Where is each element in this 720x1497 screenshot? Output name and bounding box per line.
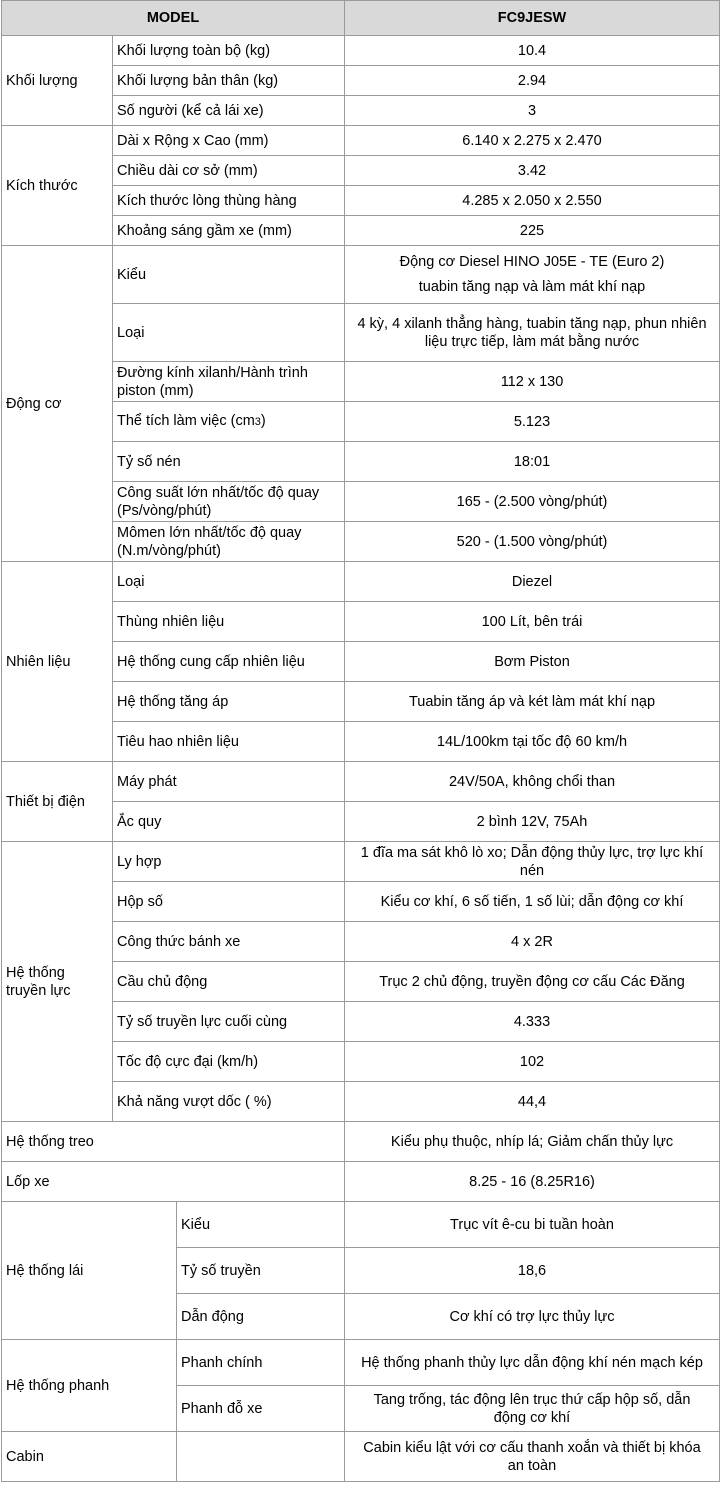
row-value: Kiểu cơ khí, 6 số tiến, 1 số lùi; dẫn động cơ khí (345, 882, 720, 922)
row-label: Tỷ số nén (113, 442, 345, 482)
row-value: Hệ thống phanh thủy lực dẫn động khí nén mạch kép (345, 1340, 720, 1386)
row-value: 165 - (2.500 vòng/phút) (345, 482, 720, 522)
spec-table (1, 0, 720, 1482)
table-row (2, 1162, 720, 1202)
value-line: động cơ khí (493, 1409, 571, 1426)
row-value: 100 Lít, bên trái (345, 602, 720, 642)
row-label: Kích thước lòng thùng hàng (113, 186, 345, 216)
group-label-line: Hệ thống (6, 964, 65, 981)
group-dong-co: Động cơ (2, 246, 113, 562)
row-value: 4.285 x 2.050 x 2.550 (345, 186, 720, 216)
row-value: Tuabin tăng áp và két làm mát khí nạp (345, 682, 720, 722)
row-value: Trục 2 chủ động, truyền động cơ cấu Các Đăng (345, 962, 720, 1002)
row-label (113, 522, 345, 562)
value-line: 4 kỳ, 4 xilanh thẳng hàng, tuabin tăng nạp, phun nhiên (357, 315, 707, 332)
row-label: Tỷ số truyền lực cuối cùng (113, 1002, 345, 1042)
header-row (2, 1, 720, 36)
row-label: Phanh chính (177, 1340, 345, 1386)
row-label: Ắc quy (113, 802, 345, 842)
row-label: Thùng nhiên liệu (113, 602, 345, 642)
group-kich-thuoc: Kích thước (2, 126, 113, 246)
value-line: Động cơ Diesel HINO J05E - TE (Euro 2) (399, 253, 665, 270)
table-row (2, 762, 720, 802)
table-row (2, 842, 720, 882)
row-label: Kiểu (113, 246, 345, 304)
label-line: (Ps/vòng/phút) (117, 502, 212, 519)
table-row (2, 36, 720, 66)
row-value: 18,6 (345, 1248, 720, 1294)
row-label: Tiêu hao nhiên liệu (113, 722, 345, 762)
row-label: Kiểu (177, 1202, 345, 1248)
row-label: Máy phát (113, 762, 345, 802)
row-value: 24V/50A, không chổi than (345, 762, 720, 802)
row-value: 10.4 (345, 36, 720, 66)
table-row (2, 562, 720, 602)
row-label: Tốc độ cực đại (km/h) (113, 1042, 345, 1082)
label-subscript: 3 (254, 416, 261, 428)
row-value: 2.94 (345, 66, 720, 96)
row-label: Tỷ số truyền (177, 1248, 345, 1294)
group-he-thong-phanh: Hệ thống phanh (2, 1340, 177, 1432)
row-label: Chiều dài cơ sở (mm) (113, 156, 345, 186)
table-row (2, 246, 720, 304)
value-line: tuabin tăng nạp và làm mát khí nạp (418, 278, 646, 295)
value-line: Cabin kiểu lật với cơ cấu thanh xoắn và thiết bị khóa (363, 1439, 701, 1456)
table-row (2, 1122, 720, 1162)
label-line: (N.m/vòng/phút) (117, 542, 221, 559)
label-line: Mômen lớn nhất/tốc độ quay (117, 524, 302, 541)
row-label: Cầu chủ động (113, 962, 345, 1002)
row-value: 520 - (1.500 vòng/phút) (345, 522, 720, 562)
row-value: Kiểu phụ thuộc, nhíp lá; Giảm chấn thủy lực (345, 1122, 720, 1162)
model-header: MODEL (2, 1, 345, 36)
row-value: 3.42 (345, 156, 720, 186)
group-label-line: truyền lực (6, 982, 71, 999)
row-value: 102 (345, 1042, 720, 1082)
row-label: Khoảng sáng gầm xe (mm) (113, 216, 345, 246)
row-value: 8.25 - 16 (8.25R16) (345, 1162, 720, 1202)
row-value (345, 842, 720, 882)
row-label: Phanh đỗ xe (177, 1386, 345, 1432)
row-value: 5.123 (345, 402, 720, 442)
model-value-header: FC9JESW (345, 1, 720, 36)
row-label: Loại (113, 304, 345, 362)
group-thiet-bi-dien: Thiết bị điện (2, 762, 113, 842)
row-value: Cơ khí có trợ lực thủy lực (345, 1294, 720, 1340)
group-he-thong-lai: Hệ thống lái (2, 1202, 177, 1340)
group-nhien-lieu: Nhiên liệu (2, 562, 113, 762)
table-row (2, 126, 720, 156)
row-value: 44,4 (345, 1082, 720, 1122)
group-truyen-luc (2, 842, 113, 1122)
row-label: Hệ thống tăng áp (113, 682, 345, 722)
row-label (113, 482, 345, 522)
row-label: Công thức bánh xe (113, 922, 345, 962)
row-value: Trục vít ê-cu bi tuần hoàn (345, 1202, 720, 1248)
row-value (345, 246, 720, 304)
row-label (113, 362, 345, 402)
row-value: 14L/100km tại tốc độ 60 km/h (345, 722, 720, 762)
row-label: Ly hợp (113, 842, 345, 882)
row-value: Bơm Piston (345, 642, 720, 682)
group-khoi-luong: Khối lượng (2, 36, 113, 126)
row-value: 225 (345, 216, 720, 246)
label-text: ) (260, 413, 266, 429)
row-value: 6.140 x 2.275 x 2.470 (345, 126, 720, 156)
table-row (2, 1432, 720, 1482)
row-value: 112 x 130 (345, 362, 720, 402)
row-label: Số người (kể cả lái xe) (113, 96, 345, 126)
row-value: 4.333 (345, 1002, 720, 1042)
row-value: 18:01 (345, 442, 720, 482)
row-value: Diezel (345, 562, 720, 602)
row-label: Hộp số (113, 882, 345, 922)
row-label: Loại (113, 562, 345, 602)
group-lop-xe: Lốp xe (2, 1162, 345, 1202)
empty-cell (177, 1432, 345, 1482)
table-row (2, 1202, 720, 1248)
row-value (345, 304, 720, 362)
value-line: Tang trống, tác động lên trục thứ cấp hộp số, dẫn (373, 1391, 691, 1408)
group-treo: Hệ thống treo (2, 1122, 345, 1162)
row-label: Khối lượng bản thân (kg) (113, 66, 345, 96)
label-line: Đường kính xilanh/Hành trình (117, 364, 308, 381)
label-line: piston (mm) (117, 382, 194, 399)
row-label: Dẫn động (177, 1294, 345, 1340)
value-line: an toàn (507, 1457, 557, 1474)
row-value (345, 1386, 720, 1432)
row-value: 4 x 2R (345, 922, 720, 962)
group-cabin: Cabin (2, 1432, 177, 1482)
label-line: Công suất lớn nhất/tốc độ quay (117, 484, 320, 501)
value-line: nén (519, 862, 545, 879)
row-label: Khả năng vượt dốc ( %) (113, 1082, 345, 1122)
row-label: Khối lượng toàn bộ (kg) (113, 36, 345, 66)
value-line: liệu trực tiếp, làm mát bằng nước (424, 333, 640, 350)
row-label (113, 402, 345, 442)
row-label: Hệ thống cung cấp nhiên liệu (113, 642, 345, 682)
table-row (2, 1340, 720, 1386)
row-value: 3 (345, 96, 720, 126)
value-line: 1 đĩa ma sát khô lò xo; Dẫn động thủy lực, trợ lực khí (360, 844, 704, 861)
row-value: 2 bình 12V, 75Ah (345, 802, 720, 842)
label-text: Thể tích làm việc (cm (117, 413, 255, 429)
row-value (345, 1432, 720, 1482)
row-label: Dài x Rộng x Cao (mm) (113, 126, 345, 156)
